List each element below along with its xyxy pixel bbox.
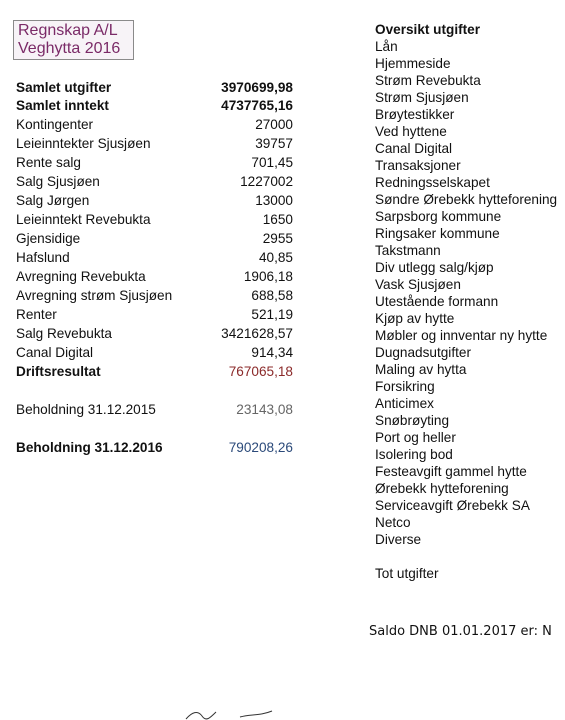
summary-row-value: 767065,18 <box>228 364 293 379</box>
expense-item: Festeavgift gammel hytte <box>375 464 527 479</box>
summary-row-value: 914,34 <box>251 345 293 360</box>
expense-item: Brøytestikker <box>375 107 455 122</box>
expense-item: Maling av hytta <box>375 362 467 377</box>
expense-item: Kjøp av hytte <box>375 311 455 326</box>
signature-mark <box>180 708 300 720</box>
summary-row <box>16 249 296 267</box>
document-title: Regnskap A/L <box>18 22 118 39</box>
summary-row-value: 40,85 <box>258 250 293 265</box>
summary-row <box>16 268 296 286</box>
summary-row <box>16 211 296 229</box>
expense-item: Sarpsborg kommune <box>375 209 502 224</box>
summary-row-value: 3421628,57 <box>221 326 293 341</box>
summary-row <box>16 287 296 305</box>
summary-row <box>16 325 296 343</box>
document-title-box <box>13 20 134 60</box>
expense-item: Transaksjoner <box>375 158 461 173</box>
expense-item: Vask Sjusjøen <box>375 277 461 292</box>
summary-row-value: 4737765,16 <box>221 98 293 113</box>
summary-row-label: Driftsresultat <box>16 364 101 379</box>
expense-item: Port og heller <box>375 430 456 445</box>
document-subtitle: Veghytta 2016 <box>18 40 121 57</box>
balance-2016-row <box>16 439 296 457</box>
summary-row-value: 1906,18 <box>243 269 293 284</box>
summary-row <box>16 306 296 324</box>
summary-row-value: 2955 <box>262 231 293 246</box>
summary-row-label: Samlet inntekt <box>16 98 109 113</box>
expense-item: Dugnadsutgifter <box>375 345 471 360</box>
expense-item: Søndre Ørebekk hytteforening <box>375 192 558 207</box>
expense-item: Netco <box>375 515 411 530</box>
summary-row-label: Leieinntekt Revebukta <box>16 212 151 227</box>
balance-2016-value: 790208,26 <box>228 440 293 455</box>
summary-row <box>16 97 296 115</box>
summary-row-value: 39757 <box>255 136 293 151</box>
balance-2015-row <box>16 401 296 419</box>
summary-row-value: 3970699,98 <box>221 80 293 95</box>
summary-row-label: Salg Revebukta <box>16 326 112 341</box>
summary-row-label: Salg Jørgen <box>16 193 90 208</box>
summary-row <box>16 344 296 362</box>
summary-row-value: 1227002 <box>240 174 293 189</box>
summary-row-label: Salg Sjusjøen <box>16 174 100 189</box>
expense-item: Snøbrøyting <box>375 413 450 428</box>
summary-row-value: 27000 <box>255 117 293 132</box>
summary-row <box>16 173 296 191</box>
expense-item: Serviceavgift Ørebekk SA <box>375 498 530 513</box>
balance-2016-label: Beholdning 31.12.2016 <box>16 440 163 455</box>
expense-item: Møbler og innventar ny hytte <box>375 328 548 343</box>
total-expenses-label: Tot utgifter <box>375 566 439 581</box>
expense-item: Anticimex <box>375 396 434 411</box>
summary-row-label: Leieinntekter Sjusjøen <box>16 136 151 151</box>
summary-row-label: Gjensidige <box>16 231 81 246</box>
summary-row-value: 521,19 <box>251 307 293 322</box>
summary-row-value: 701,45 <box>251 155 293 170</box>
summary-row <box>16 135 296 153</box>
summary-row-value: 688,58 <box>251 288 293 303</box>
expense-item: Lån <box>375 39 398 54</box>
expense-item: Hjemmeside <box>375 56 451 71</box>
summary-row <box>16 79 296 97</box>
balance-2015-value: 23143,08 <box>236 402 293 417</box>
expense-item: Strøm Sjusjøen <box>375 90 469 105</box>
expense-item: Ørebekk hytteforening <box>375 481 509 496</box>
summary-row-label: Kontingenter <box>16 117 94 132</box>
summary-row-value: 13000 <box>255 193 293 208</box>
summary-row-label: Canal Digital <box>16 345 94 360</box>
balance-2015-label: Beholdning 31.12.2015 <box>16 402 156 417</box>
summary-row <box>16 116 296 134</box>
summary-row <box>16 192 296 210</box>
summary-row-label: Samlet utgifter <box>16 80 112 95</box>
summary-row <box>16 363 296 381</box>
summary-row-label: Rente salg <box>16 155 81 170</box>
summary-row <box>16 154 296 172</box>
summary-row-label: Avregning strøm Sjusjøen <box>16 288 173 303</box>
summary-row-label: Renter <box>16 307 57 322</box>
expense-item: Redningsselskapet <box>375 175 490 190</box>
summary-row-label: Hafslund <box>16 250 70 265</box>
summary-row-label: Avregning Revebukta <box>16 269 146 284</box>
expense-item: Takstmann <box>375 243 441 258</box>
summary-row-value: 1650 <box>262 212 293 227</box>
expense-item: Strøm Revebukta <box>375 73 481 88</box>
summary-row <box>16 230 296 248</box>
expense-item: Div utlegg salg/kjøp <box>375 260 494 275</box>
expense-item: Utestående formann <box>375 294 499 309</box>
saldo-text: Saldo DNB 01.01.2017 er: N <box>369 624 552 639</box>
expense-item: Diverse <box>375 532 422 547</box>
expense-item: Ringsaker kommune <box>375 226 500 241</box>
expense-item: Forsikring <box>375 379 435 394</box>
expense-item: Isolering bod <box>375 447 453 462</box>
expenses-heading: Oversikt utgifter <box>375 22 480 37</box>
expense-item: Ved hyttene <box>375 124 447 139</box>
expense-item: Canal Digital <box>375 141 453 156</box>
